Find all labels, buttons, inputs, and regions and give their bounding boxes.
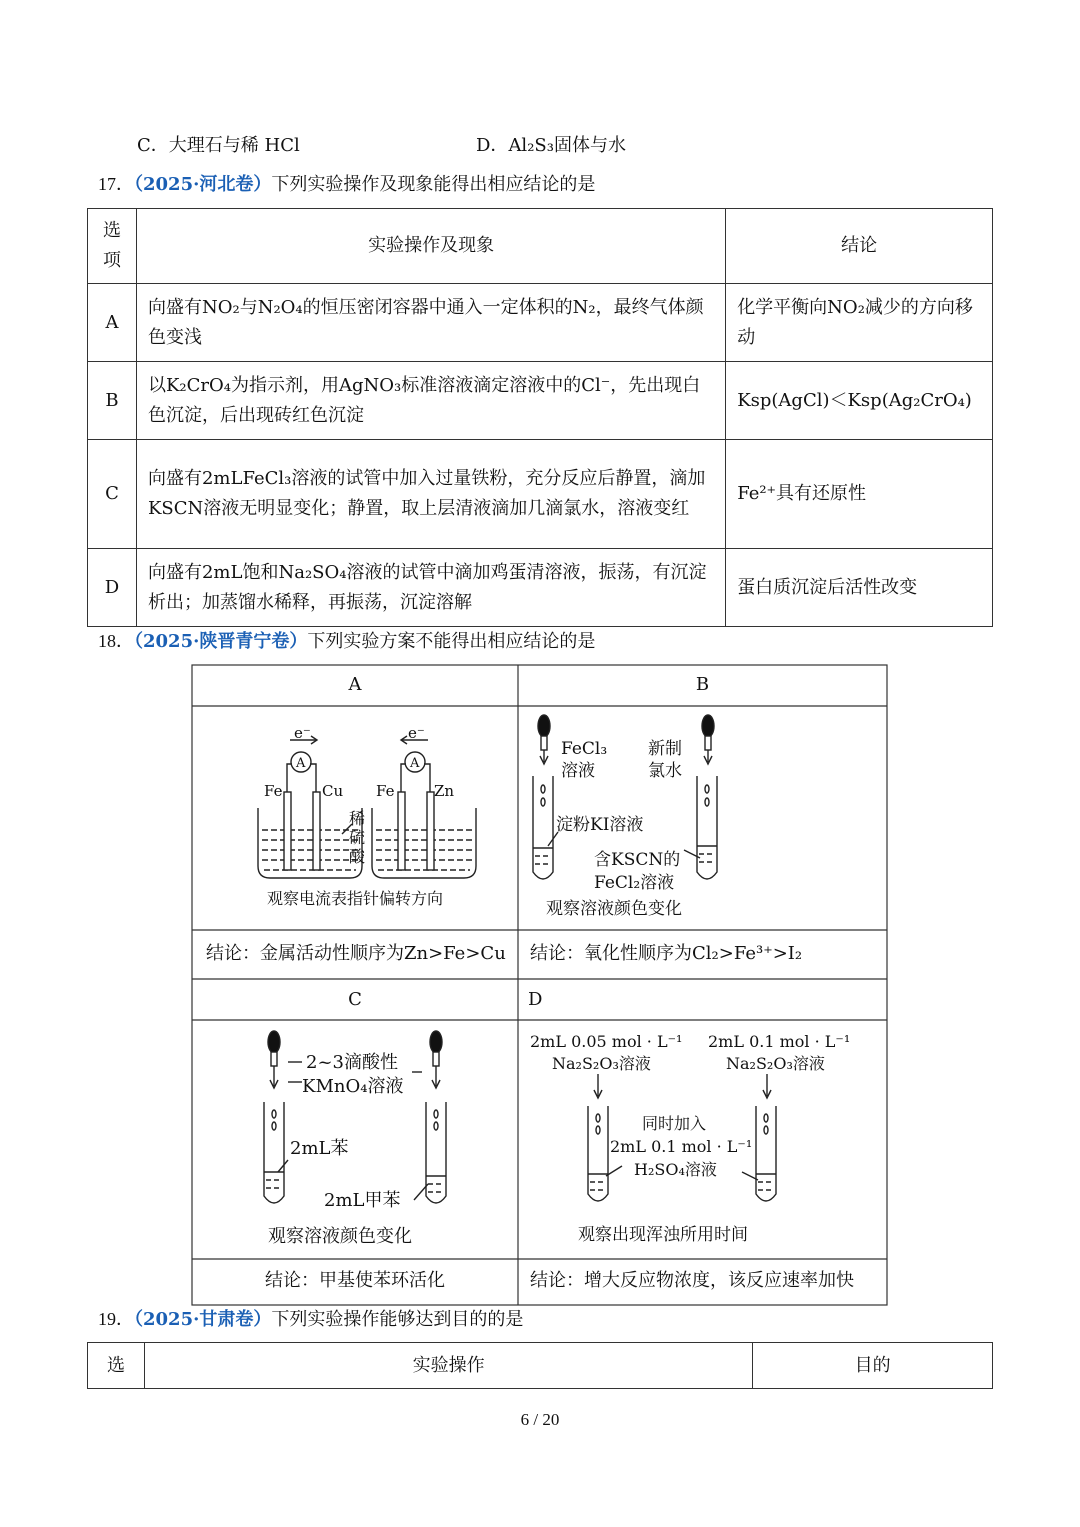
cell-a-conclusion: 结论：金属活动性顺序为Zn>Fe>Cu bbox=[206, 943, 506, 964]
electron-label-1: e⁻ bbox=[294, 724, 311, 742]
row-operation: 向盛有NO₂与N₂O₄的恒压密闭容器中通入一定体积的N₂，最终气体颜色变浅 bbox=[136, 284, 725, 362]
figure-b-caption: 观察溶液颜色变化 bbox=[546, 899, 682, 919]
question-source: （2025·河北卷） bbox=[134, 174, 272, 195]
page-number: 6 / 20 bbox=[520, 1410, 560, 1429]
electron-label-2: e⁻ bbox=[408, 724, 425, 742]
question-text: 下列实验操作能够达到目的的是 bbox=[271, 1309, 524, 1330]
d-right-reagent: Na₂S₂O₃溶液 bbox=[726, 1054, 825, 1073]
question-19-stem bbox=[98, 1304, 523, 1335]
question-number: 19． bbox=[98, 1309, 134, 1329]
question-number: 17． bbox=[98, 174, 134, 194]
row-operation: 向盛有2mLFeCl₃溶液的试管中加入过量铁粉，充分反应后静置，滴加KSCN溶液无明显变化；静置，取上层清液滴加几滴氯水，溶液变红 bbox=[136, 440, 725, 549]
figure-d-rate bbox=[518, 1020, 887, 1259]
row-option: C bbox=[88, 440, 137, 549]
reagent-fecl3-sol: 溶液 bbox=[561, 761, 595, 781]
figure-c-caption: 观察溶液颜色变化 bbox=[268, 1226, 412, 1247]
d-left-reagent: Na₂S₂O₃溶液 bbox=[552, 1054, 651, 1073]
question-text: 下列实验操作及现象能得出相应结论的是 bbox=[271, 174, 596, 195]
cell-b-conclusion: 结论：氧化性顺序为Cl₂>Fe³⁺>I₂ bbox=[530, 943, 803, 964]
cell-b-label: B bbox=[695, 674, 710, 695]
ammeter-2: A bbox=[410, 756, 420, 771]
header-purpose: 目的 bbox=[753, 1343, 993, 1389]
d-acid-conc: 2mL 0.1 mol · L⁻¹ bbox=[610, 1137, 753, 1156]
solution-kscn: 含KSCN的 bbox=[594, 850, 681, 870]
row-operation: 以K₂CrO₄为指示剂，用AgNO₃标准溶液滴定溶液中的Cl⁻，先出现白色沉淀，后出现砖红色沉淀 bbox=[136, 362, 725, 440]
row-option: A bbox=[88, 284, 137, 362]
option-c-16: C．大理石与稀 HCl bbox=[137, 135, 300, 156]
row-option: B bbox=[88, 362, 137, 440]
header-operation: 实验操作 bbox=[144, 1343, 752, 1389]
ammeter-1: A bbox=[296, 756, 306, 771]
solution-benzene: 2mL苯 bbox=[290, 1138, 349, 1159]
header-option: 选项 bbox=[88, 209, 137, 284]
d-add-simultaneous: 同时加入 bbox=[642, 1114, 707, 1133]
header-option: 选 bbox=[88, 1343, 145, 1389]
d-right-conc: 2mL 0.1 mol · L⁻¹ bbox=[708, 1032, 851, 1051]
figure-c-kmno4 bbox=[192, 1020, 518, 1259]
question-number: 18． bbox=[98, 631, 134, 651]
electrode-fe-1: Fe bbox=[264, 782, 283, 800]
acid-label-1: 稀 bbox=[349, 809, 366, 828]
header-conclusion: 结论 bbox=[726, 209, 993, 284]
reagent-chlorine: 新制 bbox=[648, 739, 682, 759]
acid-label-3: 酸 bbox=[349, 847, 366, 866]
reagent-kmno4: KMnO₄溶液 bbox=[302, 1076, 404, 1097]
q19-table bbox=[87, 1342, 993, 1389]
reagent-fecl3: FeCl₃ bbox=[561, 739, 608, 759]
cell-a-label: A bbox=[348, 674, 362, 695]
figure-a-galvanic-cells bbox=[192, 706, 518, 930]
question-source: （2025·甘肃卷） bbox=[134, 1309, 272, 1330]
electrode-cu: Cu bbox=[322, 782, 344, 800]
row-option: D bbox=[88, 549, 137, 627]
figure-b-oxidation bbox=[518, 706, 887, 930]
solution-fecl2: FeCl₂溶液 bbox=[594, 873, 675, 893]
question-source: （2025·陕晋青宁卷） bbox=[134, 631, 308, 652]
header-operation: 实验操作及现象 bbox=[136, 209, 725, 284]
acid-label-2: 硫 bbox=[349, 828, 366, 847]
d-acid-reagent: H₂SO₄溶液 bbox=[634, 1160, 717, 1179]
option-d-formula: Al₂S₃ bbox=[508, 135, 554, 156]
row-conclusion: Ksp(AgCl)＜Ksp(Ag₂CrO₄) bbox=[726, 362, 993, 440]
row-conclusion: 化学平衡向NO₂减少的方向移动 bbox=[726, 284, 993, 362]
electrode-zn: Zn bbox=[434, 782, 455, 800]
electrode-fe-2: Fe bbox=[376, 782, 395, 800]
row-conclusion: Fe²⁺具有还原性 bbox=[726, 440, 993, 549]
solution-starch-ki: 淀粉KI溶液 bbox=[556, 815, 644, 835]
cell-c-label: C bbox=[348, 989, 362, 1010]
row-conclusion: 蛋白质沉淀后活性改变 bbox=[726, 549, 993, 627]
reagent-chlorine-water: 氯水 bbox=[648, 761, 682, 781]
cell-c-conclusion: 结论：甲基使苯环活化 bbox=[265, 1270, 445, 1291]
row-operation: 向盛有2mL饱和Na₂SO₄溶液的试管中滴加鸡蛋清溶液，振荡，有沉淀析出；加蒸馏水稀释，再振荡，沉淀溶解 bbox=[136, 549, 725, 627]
figure-a-caption: 观察电流表指针偏转方向 bbox=[266, 889, 444, 908]
reagent-acid-drops: 2~3滴酸性 bbox=[306, 1052, 398, 1073]
question-text: 下列实验方案不能得出相应结论的是 bbox=[307, 631, 596, 652]
cell-d-conclusion: 结论：增大反应物浓度，该反应速率加快 bbox=[530, 1270, 854, 1291]
figure-d-caption: 观察出现浑浊所用时间 bbox=[578, 1225, 748, 1245]
d-left-conc: 2mL 0.05 mol · L⁻¹ bbox=[530, 1032, 683, 1051]
cell-d-label: D bbox=[528, 989, 543, 1010]
option-d-text: 固体与水 bbox=[553, 135, 626, 156]
solution-toluene: 2mL甲苯 bbox=[324, 1190, 401, 1211]
option-d-prefix: D． bbox=[476, 135, 509, 156]
table-header-row bbox=[88, 1343, 993, 1389]
